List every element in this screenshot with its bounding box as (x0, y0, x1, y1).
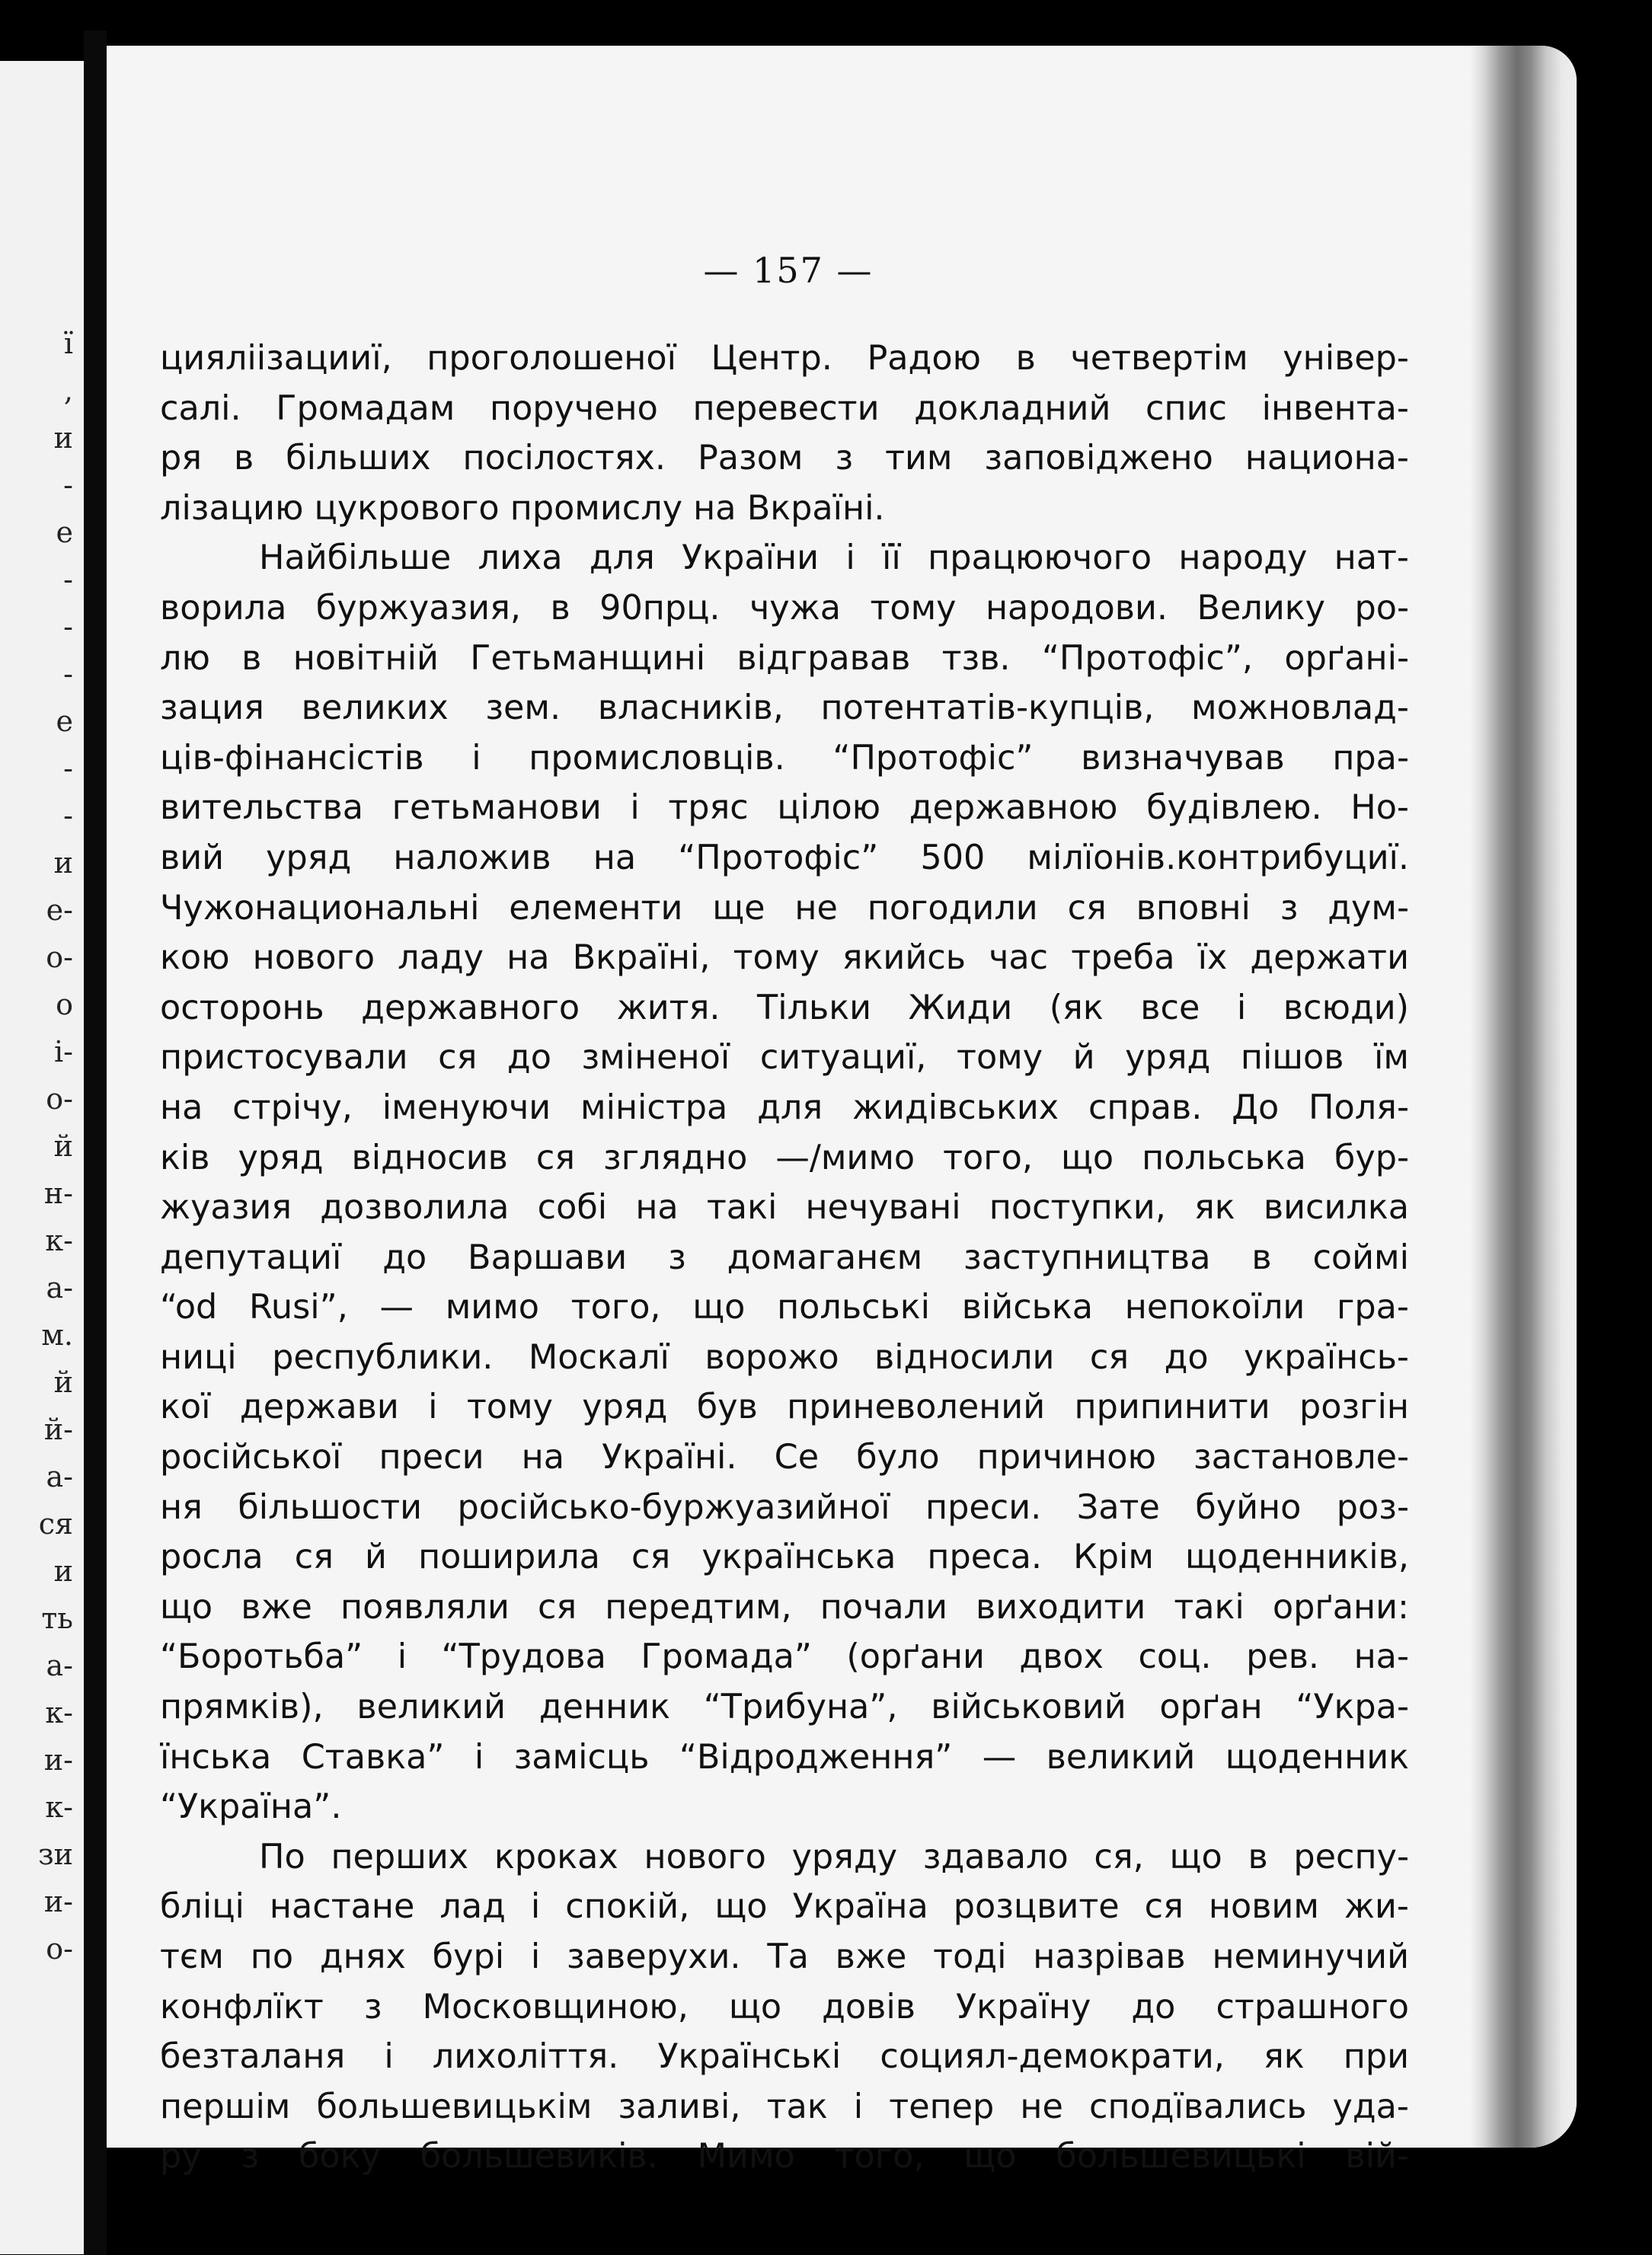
page-binding-shadow (1470, 46, 1577, 2148)
previous-page-fragment: й (53, 1129, 73, 1163)
text-line: їнська Ставка” і замісць “Відродження” — великий щоденник (160, 1737, 1409, 1777)
previous-page-fragment: к- (45, 1790, 73, 1824)
previous-page-fragment: а- (46, 1271, 73, 1305)
text-line: По перших кроках нового уряду здавало ся, що в респу- (259, 1837, 1409, 1877)
text-line: кої держави і тому уряд був приневолений припинити розгін (160, 1388, 1409, 1427)
previous-page-fragment: а- (46, 1460, 73, 1493)
text-line: першім большевицькім заливі, так і тепер не сподївались уда- (160, 2087, 1409, 2126)
previous-page-fragment: й- (43, 1413, 73, 1446)
page-body-text (160, 334, 1409, 2182)
text-line: ня більшости російсько-буржуазийної преси. Зате буйно роз- (160, 1487, 1409, 1527)
text-line: тєм по днях бурі і заверухи. Та вже тоді назрівав неминучий (160, 1937, 1409, 1976)
previous-page-fragment: - (63, 563, 73, 596)
text-line: вий уряд наложив на “Протофіс” 500 мілїонів.контрибуциї. (160, 838, 1409, 877)
book-page (107, 46, 1577, 2177)
previous-page-fragment: о- (46, 1082, 73, 1116)
previous-page-fragment: о (56, 988, 73, 1021)
book-gutter (84, 30, 107, 2255)
text-line: цияліізацииї, проголошеної Центр. Радою в четвертім універ- (160, 339, 1409, 378)
text-line: Чужонациональні елементи ще не погодили ся вповні з дум- (160, 888, 1409, 928)
text-line: “Боротьба” і “Трудова Громада” (орґани двох соц. рев. на- (160, 1637, 1409, 1677)
text-line: прямків), великий денник “Трибуна”, військовий орґан “Укра- (160, 1688, 1409, 1727)
text-line: ру з боку большевиків. Мимо того, що большевицькі вій- (160, 2137, 1409, 2177)
text-line: російської преси на Україні. Се було причиною застановле- (160, 1438, 1409, 1477)
text-line: вительства гетьманови і тряс цілою державною будівлею. Но- (160, 788, 1409, 828)
text-line: ків уряд відносив ся зглядно —/мимо того, що польська бур- (160, 1138, 1409, 1177)
text-line: росла ся й поширила ся українська преса. Крім щоденників, (160, 1538, 1409, 1577)
previous-page-text-fragments (0, 61, 84, 1972)
previous-page-fragment: и- (43, 1885, 73, 1918)
text-line: кою нового ладу на Вкраїні, тому якийсь час треба їх держати (160, 938, 1409, 978)
previous-page-fragment: й (53, 1365, 73, 1399)
text-line: пристосували ся до зміненої ситуациї, тому й уряд пішов їм (160, 1038, 1409, 1078)
text-line: ниці республики. Москалї ворожо відносили ся до українсь- (160, 1337, 1409, 1377)
previous-page-fragment: к- (45, 1696, 73, 1730)
previous-page-fragment: - (63, 468, 73, 502)
previous-page-fragment: о- (46, 941, 73, 974)
text-line: салі. Громадам поручено перевести докладний спис інвента- (160, 388, 1409, 428)
previous-page-fragment: , (63, 374, 73, 407)
text-line: зация великих зем. власників, потентатів-купців, можновлад- (160, 688, 1409, 728)
text-line: конфлїкт з Московщиною, що довів Україну до страшного (160, 1987, 1409, 2027)
previous-page-fragment: н- (43, 1177, 73, 1210)
text-line: ворила буржуазия, в 90прц. чужа тому народови. Велику ро- (160, 588, 1409, 628)
text-line: лізацию цукрового промислу на Вкраїні. (160, 488, 885, 528)
previous-page-fragment: - (63, 799, 73, 832)
previous-page-edge (0, 61, 90, 2254)
previous-page-fragment: - (63, 610, 73, 644)
previous-page-fragment: и (53, 421, 73, 455)
previous-page-fragment: ї (63, 327, 73, 360)
text-line: безталаня і лихоліття. Українські социял-демократи, як при (160, 2037, 1409, 2077)
previous-page-fragment: е (56, 516, 73, 549)
text-line: що вже появляли ся передтим, почали виходити такі орґани: (160, 1587, 1409, 1627)
text-line: Найбільше лиха для України і її працюючого народу нат- (259, 538, 1409, 578)
page-number: — 157 — (703, 250, 874, 291)
previous-page-fragment: зи (37, 1838, 73, 1871)
previous-page-fragment: и (53, 846, 73, 880)
previous-page-fragment: о- (46, 1932, 73, 1966)
previous-page-fragment: ть (41, 1602, 73, 1635)
text-line: “od Rusi”, — мимо того, що польські війська непокоїли гра- (160, 1288, 1409, 1327)
text-line: ря в більших посілостях. Разом з тим заповіджено национа- (160, 439, 1409, 478)
previous-page-fragment: и- (43, 1743, 73, 1777)
previous-page-fragment: е- (46, 893, 73, 927)
previous-page-fragment: и (53, 1554, 73, 1588)
text-line: “Україна”. (160, 1787, 342, 1827)
text-line: лю в новітній Гетьманщині відгравав тзв. “Протофіс”, орґані- (160, 638, 1409, 678)
text-line: жуазия дозволила собі на такі нечувані поступки, як висилка (160, 1188, 1409, 1228)
previous-page-fragment: м. (41, 1318, 73, 1352)
previous-page-fragment: - (63, 657, 73, 691)
previous-page-fragment: к- (45, 1224, 73, 1257)
previous-page-fragment: а- (46, 1649, 73, 1682)
previous-page-fragment: і- (54, 1035, 73, 1068)
previous-page-fragment: ся (38, 1507, 73, 1541)
text-line: ців-фінансістів і промисловців. “Протофіс” визначував пра- (160, 738, 1409, 778)
text-line: бліці настане лад і спокій, що Україна розцвите ся новим жи- (160, 1887, 1409, 1927)
text-line: осторонь державного житя. Тільки Жиди (як все і всюди) (160, 988, 1409, 1027)
previous-page-fragment: - (63, 752, 73, 785)
text-line: депутациї до Варшави з домаганєм заступництва в соймі (160, 1238, 1409, 1277)
previous-page-fragment: е (56, 704, 73, 738)
text-line: на стрічу, іменуючи міністра для жидівських справ. До Поля- (160, 1088, 1409, 1127)
